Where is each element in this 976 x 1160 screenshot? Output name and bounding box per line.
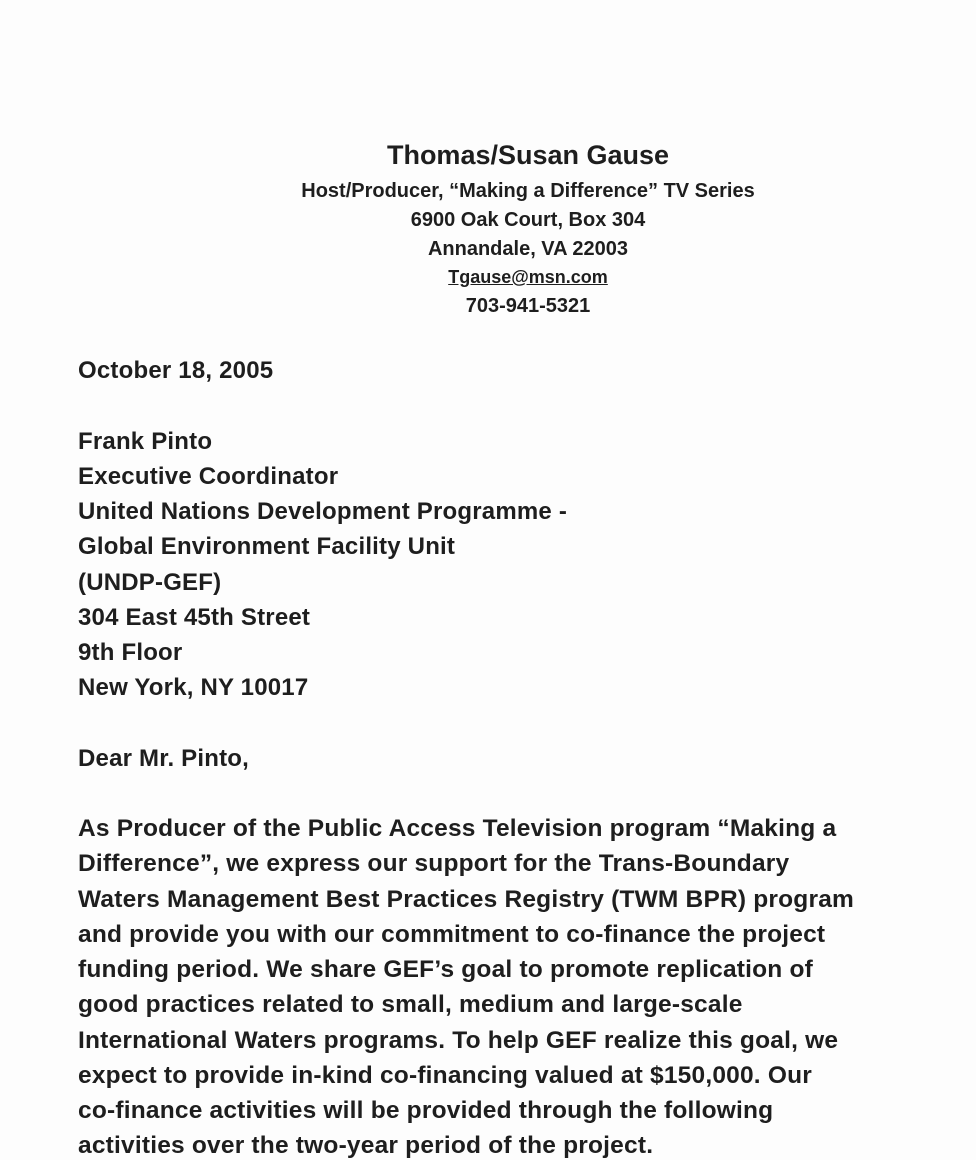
recipient-line: New York, NY 10017 (78, 674, 309, 701)
body-line: co-finance activities will be provided through the following (78, 1097, 774, 1124)
body-line: good practices related to small, medium and large-scale (78, 991, 743, 1018)
body-line: Waters Management Best Practices Registry (TWM BPR) program (78, 886, 855, 913)
body-line: funding period. We share GEF’s goal to promote replication of (78, 956, 813, 983)
body-line: and provide you with our commitment to co-finance the project (78, 921, 826, 948)
recipient-line: Global Environment Facility Unit (78, 533, 456, 560)
sender-address-line-1: 6900 Oak Court, Box 304 (410, 209, 646, 231)
body-line: As Producer of the Public Access Television program “Making a (78, 815, 837, 842)
sender-address-line-2: Annandale, VA 22003 (427, 238, 629, 260)
recipient-line: United Nations Development Programme - (78, 498, 568, 525)
recipient-line: Executive Coordinator (78, 463, 339, 490)
body-line: activities over the two-year period of the project. (78, 1132, 654, 1159)
salutation: Dear Mr. Pinto, (78, 745, 250, 772)
sender-phone: 703-941-5321 (465, 295, 591, 317)
recipient-line: 9th Floor (78, 639, 183, 666)
recipient-line: Frank Pinto (78, 428, 213, 455)
body-line: International Waters programs. To help GEF realize this goal, we (78, 1027, 839, 1054)
sender-name: Thomas/Susan Gause (386, 140, 670, 170)
body-line: expect to provide in-kind co-financing valued at $150,000. Our (78, 1062, 812, 1089)
letter-date: October 18, 2005 (78, 357, 274, 384)
sender-email-link[interactable]: Tgause@msn.com (448, 267, 608, 287)
recipient-line: 304 East 45th Street (78, 604, 311, 631)
recipient-line: (UNDP-GEF) (78, 569, 222, 596)
body-line: Difference”, we express our support for the Trans-Boundary (78, 850, 790, 877)
sender-title: Host/Producer, “Making a Difference” TV Series (301, 180, 755, 202)
